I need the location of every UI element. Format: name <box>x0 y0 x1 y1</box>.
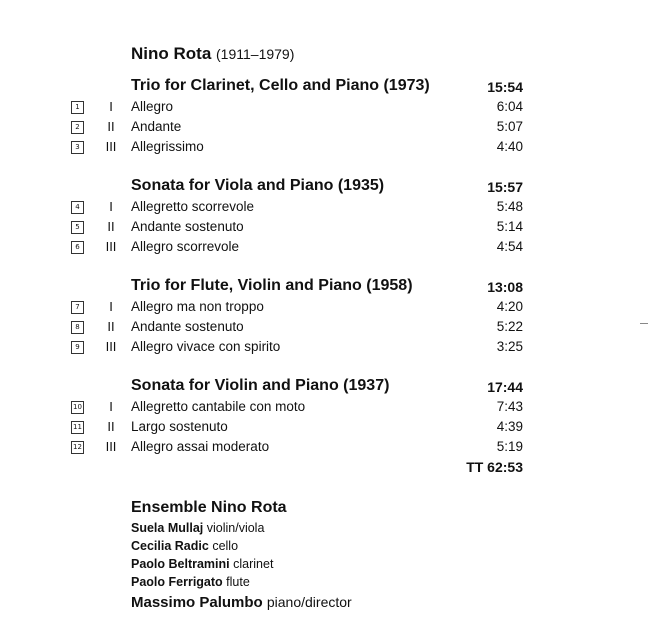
track-row <box>0 439 650 459</box>
track-number: 5 <box>71 221 84 234</box>
movement-number: II <box>107 119 115 134</box>
track-title: Allegro ma non troppo <box>131 299 264 314</box>
movement-number: III <box>105 139 117 154</box>
track-number: 6 <box>71 241 84 254</box>
track-duration: 4:54 <box>496 239 523 254</box>
movement-number: I <box>109 199 113 214</box>
track-title: Andante sostenuto <box>131 319 244 334</box>
performer-role: cello <box>212 539 239 553</box>
track-number: 1 <box>71 101 84 114</box>
movement-number: I <box>109 299 113 314</box>
track-duration: 5:48 <box>496 199 523 214</box>
track-duration: 4:40 <box>496 139 523 154</box>
track-duration: 5:14 <box>496 219 523 234</box>
track-title: Allegro <box>131 99 174 114</box>
track-duration: 7:43 <box>496 399 523 414</box>
track-row <box>0 419 650 439</box>
movement-number: III <box>105 339 117 354</box>
track-number: 11 <box>71 421 84 434</box>
track-duration: 5:07 <box>496 119 523 134</box>
track-row <box>0 199 650 219</box>
track-row <box>0 219 650 239</box>
movement-number: II <box>107 319 115 334</box>
track-row <box>0 239 650 259</box>
track-duration: 6:04 <box>496 99 523 114</box>
performer-name: Suela Mullaj <box>131 521 204 535</box>
track-row <box>0 139 650 159</box>
composer-name: Nino Rota <box>131 44 212 63</box>
track-number: 7 <box>71 301 84 314</box>
track-title: Allegretto cantabile con moto <box>131 399 306 414</box>
track-title: Allegro assai moderato <box>131 439 270 454</box>
composer-heading <box>131 44 294 64</box>
composer-dates: (1911–1979) <box>216 46 295 62</box>
track-duration: 4:39 <box>496 419 523 434</box>
director-credit <box>131 594 352 611</box>
track-title: Allegro scorrevole <box>131 239 240 254</box>
work-duration: 15:57 <box>487 179 523 195</box>
performer-credit <box>131 539 238 553</box>
work-title: Sonata for Violin and Piano (1937) <box>131 377 390 394</box>
work-duration: 15:54 <box>487 79 523 95</box>
performer-name: Paolo Ferrigato <box>131 575 223 589</box>
movement-number: III <box>105 439 117 454</box>
track-row <box>0 319 650 339</box>
track-number: 10 <box>71 401 84 414</box>
track-title: Largo sostenuto <box>131 419 228 434</box>
performer-role: flute <box>226 575 250 589</box>
ensemble-name: Ensemble Nino Rota <box>131 499 287 516</box>
track-title: Allegretto scorrevole <box>131 199 255 214</box>
track-title: Andante <box>131 119 182 134</box>
track-duration: 3:25 <box>496 339 523 354</box>
track-duration: 4:20 <box>496 299 523 314</box>
movement-number: II <box>107 219 115 234</box>
work-title: Trio for Clarinet, Cello and Piano (1973) <box>131 77 430 94</box>
performer-credit <box>131 575 250 589</box>
movement-number: I <box>109 99 113 114</box>
track-title: Andante sostenuto <box>131 219 244 234</box>
track-number: 3 <box>71 141 84 154</box>
performer-role: violin/viola <box>206 521 265 535</box>
track-row <box>0 119 650 139</box>
performer-credit <box>131 557 273 571</box>
performer-credit <box>131 521 264 535</box>
track-number: 4 <box>71 201 84 214</box>
director-role: piano/director <box>266 594 352 610</box>
track-row <box>0 399 650 419</box>
track-row <box>0 299 650 319</box>
work-title: Sonata for Viola and Piano (1935) <box>131 177 385 194</box>
track-duration: 5:22 <box>496 319 523 334</box>
edge-mark <box>640 323 648 324</box>
track-duration: 5:19 <box>496 439 523 454</box>
performer-name: Paolo Beltramini <box>131 557 230 571</box>
director-name: Massimo Palumbo <box>131 594 263 611</box>
work-duration: 17:44 <box>487 379 523 395</box>
track-number: 12 <box>71 441 84 454</box>
track-number: 2 <box>71 121 84 134</box>
movement-number: III <box>105 239 117 254</box>
movement-number: II <box>107 419 115 434</box>
track-title: Allegro vivace con spirito <box>131 339 281 354</box>
track-row <box>0 99 650 119</box>
total-time: TT 62:53 <box>466 459 523 475</box>
work-duration: 13:08 <box>487 279 523 295</box>
work-title: Trio for Flute, Violin and Piano (1958) <box>131 277 413 294</box>
movement-number: I <box>109 399 113 414</box>
performer-role: clarinet <box>233 557 274 571</box>
performer-name: Cecilia Radic <box>131 539 209 553</box>
track-number: 9 <box>71 341 84 354</box>
track-title: Allegrissimo <box>131 139 204 154</box>
track-number: 8 <box>71 321 84 334</box>
track-row <box>0 339 650 359</box>
